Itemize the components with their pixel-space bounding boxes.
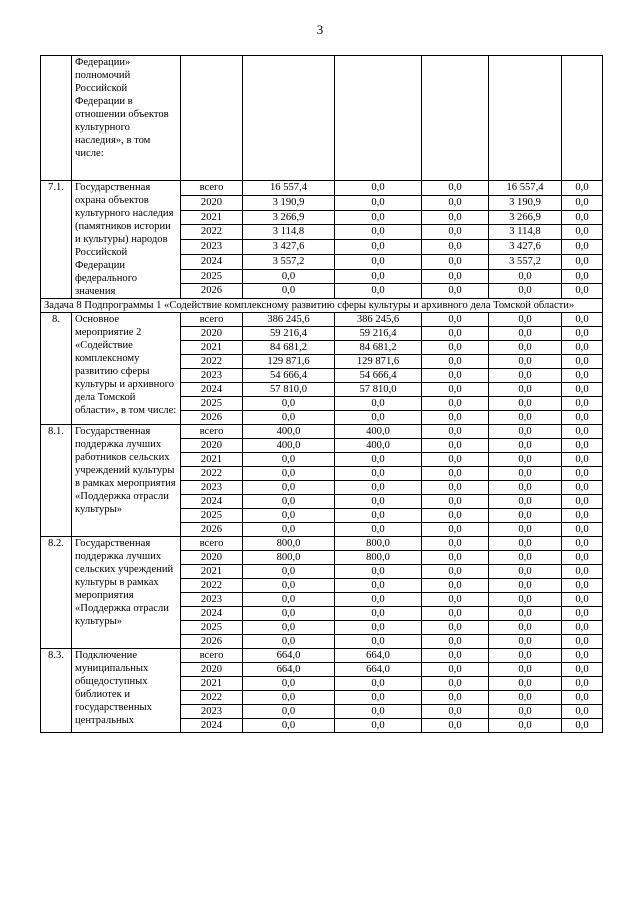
value-cell: 0,0 (489, 705, 562, 719)
value-cell: 0,0 (562, 691, 603, 705)
value-cell: 0,0 (562, 355, 603, 369)
value-cell: 57 810,0 (243, 383, 335, 397)
value-cell: 0,0 (422, 537, 489, 551)
value-cell: 0,0 (489, 677, 562, 691)
value-cell: 0,0 (335, 397, 422, 411)
value-cell: 0,0 (562, 225, 603, 240)
value-cell: 3 114,8 (489, 225, 562, 240)
value-cell: 0,0 (562, 467, 603, 481)
year-cell: 2022 (181, 355, 243, 369)
value-cell: 0,0 (422, 705, 489, 719)
year-cell: 2022 (181, 467, 243, 481)
row-number: 8.1. (41, 425, 72, 537)
value-cell: 0,0 (422, 397, 489, 411)
row-number: 8.2. (41, 537, 72, 649)
value-cell: 0,0 (335, 453, 422, 467)
value-cell: 0,0 (489, 269, 562, 284)
value-cell: 16 557,4 (489, 181, 562, 196)
value-cell: 0,0 (243, 481, 335, 495)
value-cell: 400,0 (335, 425, 422, 439)
value-cell: 0,0 (489, 593, 562, 607)
row-name: Федерации» полномочий Российской Федерации в отношении объектов культурного наследия», в том числе: (72, 56, 181, 181)
value-cell: 0,0 (562, 327, 603, 341)
row-name: Подключение муниципальных общедоступных библиотек и государственных центральных (72, 649, 181, 733)
value-cell: 0,0 (422, 225, 489, 240)
table-row (41, 537, 603, 551)
value-cell: 0,0 (562, 284, 603, 299)
value-cell: 0,0 (335, 691, 422, 705)
year-cell: 2025 (181, 621, 243, 635)
value-cell: 0,0 (422, 341, 489, 355)
value-cell: 3 427,6 (243, 240, 335, 255)
value-cell: 0,0 (562, 551, 603, 565)
value-cell: 0,0 (489, 551, 562, 565)
value-cell: 0,0 (489, 495, 562, 509)
value-cell: 0,0 (562, 663, 603, 677)
value-cell: 0,0 (422, 195, 489, 210)
value-cell: 0,0 (335, 181, 422, 196)
value-cell: 0,0 (335, 495, 422, 509)
year-cell: 2021 (181, 677, 243, 691)
year-cell: 2023 (181, 369, 243, 383)
value-cell: 0,0 (489, 509, 562, 523)
value-cell: 0,0 (562, 383, 603, 397)
value-cell: 386 245,6 (243, 313, 335, 327)
year-cell: 2024 (181, 254, 243, 269)
year-cell: 2023 (181, 593, 243, 607)
task-header: Задача 8 Подпрограммы 1 «Содействие комплексному развитию сферы культуры и архивного дела Томской области» (41, 299, 603, 313)
year-cell: 2024 (181, 607, 243, 621)
value-cell: 0,0 (243, 453, 335, 467)
row-name: Государственная поддержка лучших сельских учреждений культуры в рамках мероприятия «Поддержка отрасли культуры» (72, 537, 181, 649)
year-cell: 2020 (181, 327, 243, 341)
value-cell: 129 871,6 (335, 355, 422, 369)
year-cell: 2026 (181, 411, 243, 425)
year-cell: 2023 (181, 705, 243, 719)
value-cell: 0,0 (562, 181, 603, 196)
year-cell: 2021 (181, 565, 243, 579)
value-cell: 0,0 (489, 467, 562, 481)
value-cell: 0,0 (422, 313, 489, 327)
value-cell: 0,0 (335, 621, 422, 635)
value-cell: 0,0 (335, 593, 422, 607)
value-cell: 57 810,0 (335, 383, 422, 397)
value-cell: 0,0 (562, 649, 603, 663)
value-cell: 0,0 (422, 495, 489, 509)
table-body (41, 56, 603, 733)
carry-over-row (41, 56, 603, 181)
value-cell: 0,0 (422, 439, 489, 453)
value-cell: 0,0 (335, 635, 422, 649)
value-cell: 0,0 (562, 565, 603, 579)
value-cell: 3 266,9 (243, 210, 335, 225)
value-cell: 84 681,2 (335, 341, 422, 355)
value-cell: 0,0 (243, 607, 335, 621)
year-cell: всего (181, 181, 243, 196)
value-cell: 0,0 (489, 565, 562, 579)
value-cell: 0,0 (562, 439, 603, 453)
value-cell: 0,0 (489, 369, 562, 383)
row-number: 8. (41, 313, 72, 425)
year-cell: 2020 (181, 663, 243, 677)
value-cell: 54 666,4 (335, 369, 422, 383)
value-cell: 0,0 (335, 225, 422, 240)
value-cell: 386 245,6 (335, 313, 422, 327)
value-cell: 0,0 (422, 523, 489, 537)
value-cell: 0,0 (422, 181, 489, 196)
value-cell: 0,0 (562, 719, 603, 733)
value-cell: 0,0 (335, 210, 422, 225)
task-header-row (41, 299, 603, 313)
value-cell: 0,0 (489, 383, 562, 397)
value-cell: 400,0 (335, 439, 422, 453)
year-cell: 2024 (181, 495, 243, 509)
value-cell: 3 114,8 (243, 225, 335, 240)
value-cell: 0,0 (562, 397, 603, 411)
row-name: Государственная охрана объектов культурного наследия (памятников истории и культуры) народов Российской Федерации федерального значения (72, 181, 181, 299)
value-cell: 0,0 (489, 691, 562, 705)
value-cell: 0,0 (562, 481, 603, 495)
value-cell: 0,0 (422, 240, 489, 255)
value-cell: 800,0 (335, 537, 422, 551)
value-cell: 400,0 (243, 439, 335, 453)
row-name: Государственная поддержка лучших работников сельских учреждений культуры в рамках мероприятия «Поддержка отрасли культуры» (72, 425, 181, 537)
value-cell: 0,0 (243, 284, 335, 299)
value-cell: 0,0 (422, 621, 489, 635)
value-cell: 0,0 (422, 677, 489, 691)
value-cell: 0,0 (243, 411, 335, 425)
value-cell: 0,0 (562, 254, 603, 269)
value-cell: 0,0 (422, 635, 489, 649)
row-number: 7.1. (41, 181, 72, 299)
value-cell: 0,0 (422, 254, 489, 269)
value-cell: 3 427,6 (489, 240, 562, 255)
value-cell: 800,0 (243, 551, 335, 565)
row-name: Основное мероприятие 2 «Содействие комплексному развитию сферы культуры и архивного дела Томской области», в том числе: (72, 313, 181, 425)
year-cell: 2020 (181, 195, 243, 210)
year-cell: 2023 (181, 481, 243, 495)
year-cell: 2026 (181, 523, 243, 537)
value-cell: 0,0 (562, 210, 603, 225)
value-cell: 0,0 (422, 607, 489, 621)
value-cell: 0,0 (489, 537, 562, 551)
value-cell: 59 216,4 (243, 327, 335, 341)
year-cell: 2022 (181, 691, 243, 705)
value-cell: 0,0 (422, 481, 489, 495)
year-cell: 2020 (181, 551, 243, 565)
value-cell: 0,0 (562, 425, 603, 439)
year-cell: 2023 (181, 240, 243, 255)
year-cell: всего (181, 313, 243, 327)
value-cell: 0,0 (489, 355, 562, 369)
value-cell: 0,0 (422, 551, 489, 565)
year-cell: 2022 (181, 579, 243, 593)
year-cell: 2026 (181, 284, 243, 299)
year-cell: 2021 (181, 210, 243, 225)
value-cell: 0,0 (335, 509, 422, 523)
value-cell: 0,0 (422, 719, 489, 733)
value-cell: 0,0 (422, 649, 489, 663)
value-cell: 0,0 (422, 425, 489, 439)
value-cell: 0,0 (335, 195, 422, 210)
value-cell: 0,0 (243, 621, 335, 635)
value-cell: 0,0 (335, 411, 422, 425)
year-cell: 2020 (181, 439, 243, 453)
value-cell: 0,0 (489, 579, 562, 593)
year-cell: всего (181, 537, 243, 551)
value-cell: 3 557,2 (243, 254, 335, 269)
value-cell: 0,0 (562, 607, 603, 621)
value-cell: 16 557,4 (243, 181, 335, 196)
value-cell: 0,0 (335, 579, 422, 593)
value-cell: 0,0 (562, 621, 603, 635)
value-cell: 0,0 (335, 284, 422, 299)
value-cell: 0,0 (422, 509, 489, 523)
value-cell: 0,0 (422, 453, 489, 467)
value-cell: 0,0 (562, 240, 603, 255)
value-cell: 54 666,4 (243, 369, 335, 383)
value-cell: 0,0 (335, 607, 422, 621)
year-cell: 2024 (181, 719, 243, 733)
value-cell: 0,0 (243, 565, 335, 579)
value-cell: 0,0 (489, 397, 562, 411)
value-cell: 0,0 (489, 327, 562, 341)
value-cell: 0,0 (562, 313, 603, 327)
value-cell: 0,0 (422, 383, 489, 397)
value-cell: 0,0 (489, 439, 562, 453)
value-cell: 664,0 (243, 649, 335, 663)
value-cell: 0,0 (422, 369, 489, 383)
value-cell: 800,0 (243, 537, 335, 551)
year-cell: 2021 (181, 341, 243, 355)
value-cell: 3 557,2 (489, 254, 562, 269)
value-cell: 0,0 (562, 593, 603, 607)
value-cell: 0,0 (243, 397, 335, 411)
value-cell: 664,0 (243, 663, 335, 677)
table-row (41, 313, 603, 327)
value-cell: 800,0 (335, 551, 422, 565)
value-cell: 0,0 (335, 481, 422, 495)
value-cell: 0,0 (489, 663, 562, 677)
year-cell: 2025 (181, 269, 243, 284)
value-cell: 0,0 (243, 677, 335, 691)
value-cell: 0,0 (243, 579, 335, 593)
value-cell: 400,0 (243, 425, 335, 439)
value-cell: 664,0 (335, 663, 422, 677)
value-cell: 0,0 (335, 523, 422, 537)
value-cell: 0,0 (562, 523, 603, 537)
value-cell: 0,0 (335, 240, 422, 255)
value-cell: 0,0 (489, 425, 562, 439)
value-cell: 0,0 (562, 705, 603, 719)
value-cell: 59 216,4 (335, 327, 422, 341)
value-cell: 0,0 (562, 195, 603, 210)
value-cell: 0,0 (489, 284, 562, 299)
budget-table (40, 55, 603, 733)
value-cell: 3 190,9 (243, 195, 335, 210)
value-cell: 0,0 (243, 269, 335, 284)
table-row (41, 649, 603, 663)
value-cell: 0,0 (489, 607, 562, 621)
value-cell: 0,0 (489, 719, 562, 733)
value-cell: 0,0 (562, 579, 603, 593)
value-cell: 0,0 (422, 691, 489, 705)
value-cell: 0,0 (562, 635, 603, 649)
value-cell: 0,0 (335, 467, 422, 481)
value-cell: 0,0 (562, 677, 603, 691)
value-cell: 129 871,6 (243, 355, 335, 369)
value-cell: 0,0 (562, 369, 603, 383)
value-cell: 0,0 (422, 210, 489, 225)
row-number: 8.3. (41, 649, 72, 733)
year-cell: 2026 (181, 635, 243, 649)
value-cell: 0,0 (335, 705, 422, 719)
value-cell: 0,0 (335, 719, 422, 733)
value-cell: 0,0 (243, 495, 335, 509)
year-cell: 2022 (181, 225, 243, 240)
value-cell: 0,0 (422, 411, 489, 425)
value-cell: 0,0 (489, 523, 562, 537)
value-cell: 0,0 (489, 481, 562, 495)
value-cell: 0,0 (422, 355, 489, 369)
value-cell: 0,0 (422, 593, 489, 607)
value-cell: 3 190,9 (489, 195, 562, 210)
value-cell: 664,0 (335, 649, 422, 663)
value-cell: 0,0 (562, 341, 603, 355)
value-cell: 0,0 (489, 341, 562, 355)
value-cell: 0,0 (489, 649, 562, 663)
value-cell: 0,0 (335, 565, 422, 579)
value-cell: 0,0 (562, 269, 603, 284)
value-cell: 0,0 (243, 593, 335, 607)
value-cell: 0,0 (562, 453, 603, 467)
year-cell: 2025 (181, 509, 243, 523)
value-cell: 3 266,9 (489, 210, 562, 225)
value-cell: 0,0 (562, 495, 603, 509)
value-cell: 0,0 (422, 467, 489, 481)
year-cell: 2025 (181, 397, 243, 411)
value-cell: 0,0 (489, 453, 562, 467)
value-cell: 0,0 (489, 313, 562, 327)
value-cell: 0,0 (422, 284, 489, 299)
value-cell: 0,0 (243, 523, 335, 537)
value-cell: 0,0 (562, 509, 603, 523)
value-cell: 0,0 (243, 509, 335, 523)
value-cell: 0,0 (562, 411, 603, 425)
value-cell: 0,0 (243, 467, 335, 481)
value-cell: 0,0 (489, 411, 562, 425)
value-cell: 0,0 (335, 677, 422, 691)
year-cell: 2021 (181, 453, 243, 467)
value-cell: 0,0 (422, 579, 489, 593)
value-cell: 84 681,2 (243, 341, 335, 355)
value-cell: 0,0 (243, 705, 335, 719)
value-cell: 0,0 (422, 663, 489, 677)
value-cell: 0,0 (243, 691, 335, 705)
value-cell: 0,0 (243, 719, 335, 733)
table-row (41, 425, 603, 439)
value-cell: 0,0 (335, 254, 422, 269)
value-cell: 0,0 (335, 269, 422, 284)
value-cell: 0,0 (562, 537, 603, 551)
value-cell: 0,0 (422, 269, 489, 284)
value-cell: 0,0 (489, 635, 562, 649)
value-cell: 0,0 (243, 635, 335, 649)
value-cell: 0,0 (422, 327, 489, 341)
table-row (41, 181, 603, 196)
year-cell: 2024 (181, 383, 243, 397)
page-number: 3 (316, 22, 324, 37)
value-cell: 0,0 (489, 621, 562, 635)
year-cell: всего (181, 649, 243, 663)
year-cell: всего (181, 425, 243, 439)
value-cell: 0,0 (422, 565, 489, 579)
